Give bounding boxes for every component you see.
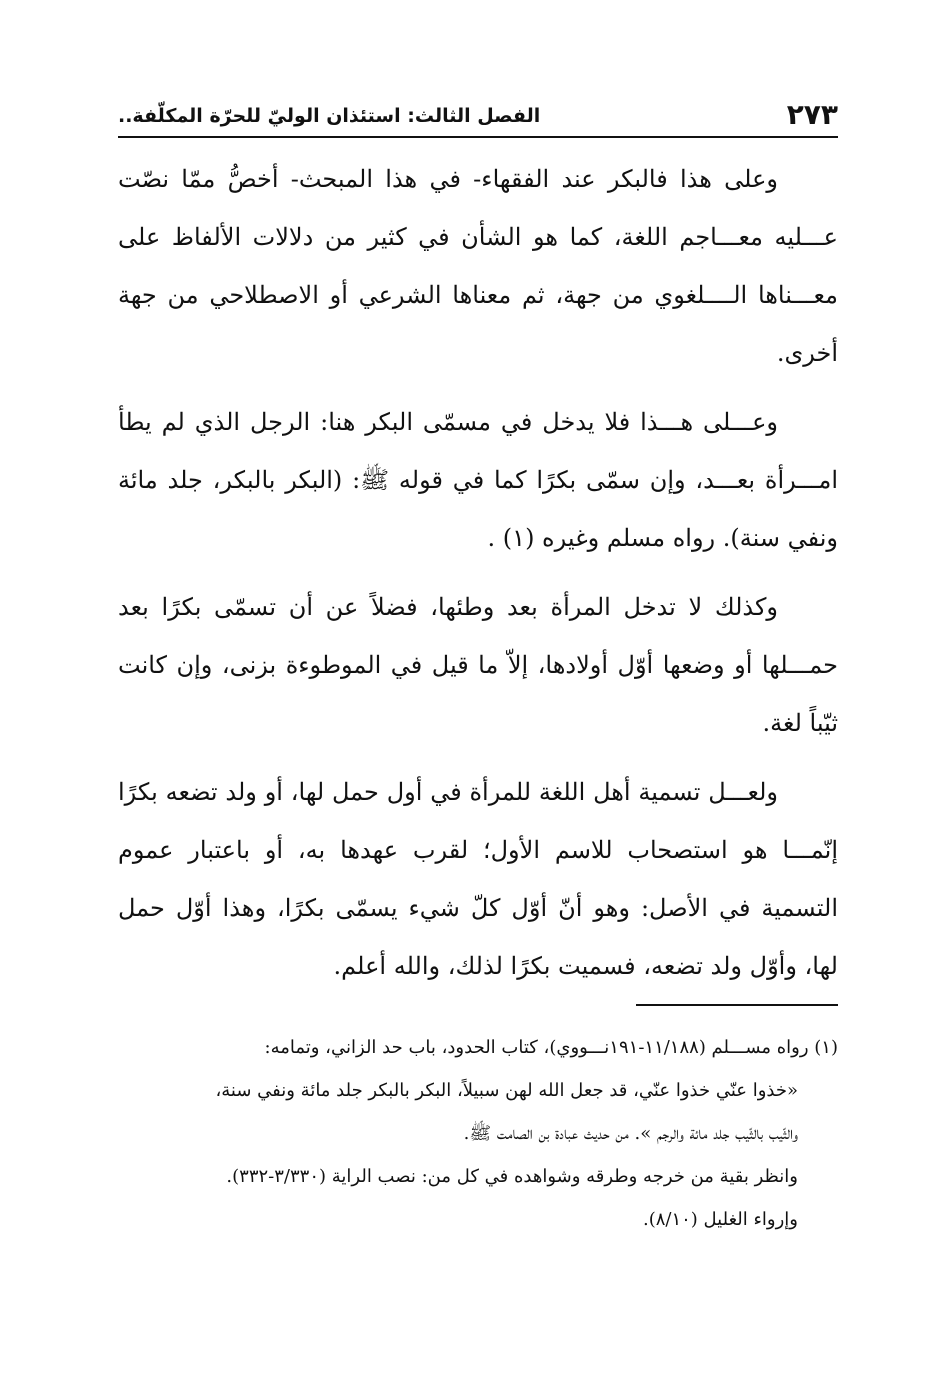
paragraph-3: وكذلك لا تدخل المرأة بعد وطئها، فضلاً عن أن تسمّى بكرًا بعد حمـــلها أو وضعها أوّل أولادها، إلاّ ما قيل في الموطوءة بزنى، وإن كانت ثيّباً لغة. [118,593,838,737]
chapter-title: الفصل الثالث: استئذان الوليّ للحرّة المكلّفة.. [118,105,541,127]
paragraph-4: ولعـــل تسمية أهل اللغة للمرأة في أول حمل لها، أو ولد تضعه بكرًا إنّمـــا هو استصحاب للاسم الأول؛ لقرب عهدها به، أو باعتبار عموم التسمية في الأصل: وهو أنّ أوّل كلّ شيء يسمّى بكرًا، وهذا أوّل حمل لها، وأوّل ولد تضعه، فسميت بكرًا لذلك، والله أعلم. [118,778,838,980]
footnote-line-5: وإرواء الغليل (٨/١٠). [642,1209,798,1230]
header-rule [118,136,838,138]
paragraph-1: وعلى هذا فالبكر عند الفقهاء- في هذا المبحث- أخصُّ ممّا نصّت عـــليه معـــاجم اللغة، كما هو الشأن في كثير من دلالات الألفاظ على معـــناها الــــلغوي من جهة، ثم معناها الشرعي أو الاصطلاحي من جهة أخرى. [118,165,838,367]
page-number: ٢٧٣ [786,98,838,131]
footnote-line-4: وانظر بقية من خرجه وطرقه وشواهده في كل من: نصب الراية (٣/٣٣٠-٣٣٢). [226,1166,798,1187]
footnote-line-2: «خذوا عنّي خذوا عنّي، قد جعل الله لهن سبيلاً، البكر بالبكر جلد مائة ونفي سنة، [215,1080,798,1101]
footnote-line-3: والثّيب بالثّيب جلد مائة والرجم ». من حديث عبادة بن الصامت ﷺ. [463,1123,798,1144]
footnote-line-1: (١) رواه مســـلم (١١/١٨٨-١٩١نـــووي)، كتاب الحدود، باب حد الزاني، وتمامه: [264,1037,838,1058]
footnote-separator [636,1004,838,1006]
running-header [118,96,838,138]
body-text [118,150,838,1006]
paragraph-2: وعـــلى هـــذا فلا يدخل في مسمّى البكر هنا: الرجل الذي لم يطأ امـــرأة بعـــد، وإن سمّى بكرًا كما في قوله ﷺ: (البكر بالبكر، جلد مائة ونفي سنة). رواه مسلم وغيره (١) . [118,408,838,552]
footnotes [118,1026,838,1241]
